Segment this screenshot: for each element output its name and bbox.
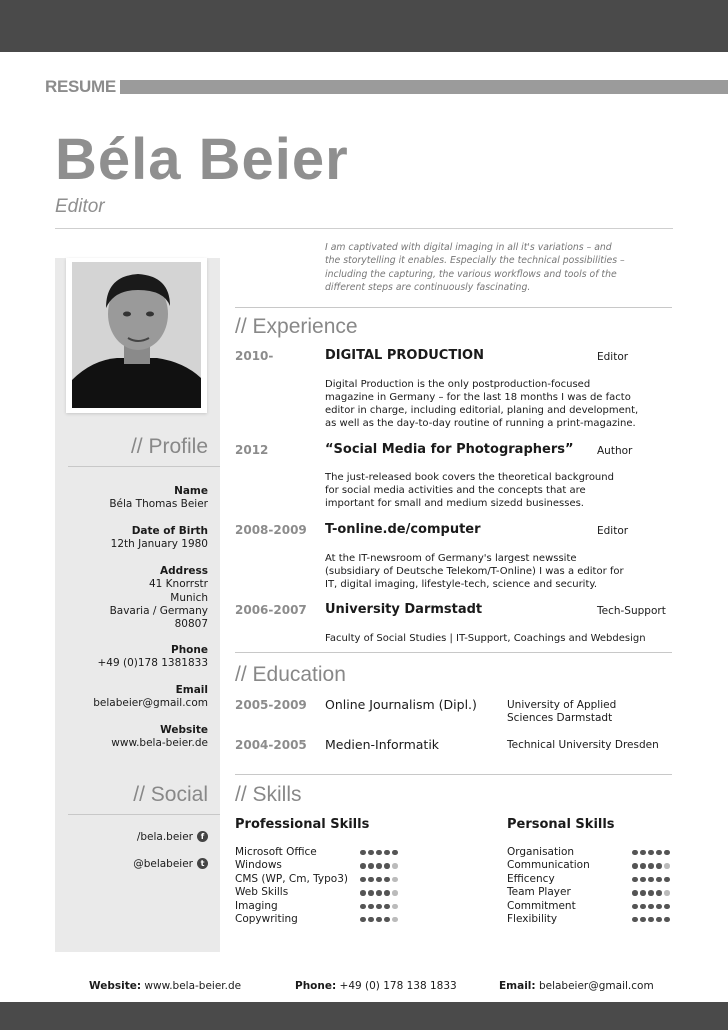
footer-phone-label: Phone: (295, 980, 337, 992)
rating-dot (664, 917, 670, 923)
skill-name: Imaging (235, 899, 278, 912)
skill-rating (632, 913, 670, 926)
rating-dot (368, 850, 374, 856)
edu-school-line: Technical University Dresden (507, 739, 659, 751)
rating-dot (640, 863, 646, 869)
address-label: Address (160, 565, 208, 577)
rating-dot (368, 917, 374, 923)
rating-dot (384, 863, 390, 869)
rating-dot (632, 904, 638, 910)
facebook-handle[interactable]: /bela.beier (136, 831, 193, 843)
rating-dot (648, 890, 654, 896)
rating-dot (384, 890, 390, 896)
name-value: Béla Thomas Beier (109, 498, 208, 511)
rating-dot (656, 904, 662, 910)
dob-label: Date of Birth (131, 525, 208, 537)
exp-desc-line: Digital Production is the only postproduction-focused (325, 379, 591, 390)
profile-email (60, 684, 208, 711)
rating-dot (648, 917, 654, 923)
personal-skill-list (507, 846, 627, 926)
profile-name (60, 485, 208, 512)
skill-name: Commitment (507, 899, 576, 912)
top-bar (0, 0, 728, 52)
rating-dot (640, 850, 646, 856)
skill-name: Microsoft Office (235, 846, 317, 858)
rating-dot (656, 863, 662, 869)
rating-dot (376, 904, 382, 910)
email-value[interactable]: belabeier@gmail.com (93, 697, 208, 710)
footer-email (499, 980, 654, 992)
rating-dot (376, 890, 382, 896)
skill-name: CMS (WP, Cm, Typo3) (235, 872, 348, 885)
address-line4: 80807 (174, 618, 208, 631)
exp-year: 2008-2009 (235, 523, 307, 537)
rating-dot (360, 877, 366, 883)
rating-dot (656, 850, 662, 856)
rating-dot (384, 917, 390, 923)
skill-name: Copywriting (235, 913, 298, 926)
rating-dot (360, 917, 366, 923)
skill-rating (632, 886, 670, 899)
resume-bar (45, 80, 728, 94)
skill-rating (632, 846, 670, 859)
skill-name: Team Player (507, 886, 571, 899)
exp-year: 2006-2007 (235, 603, 307, 617)
profile-dob (60, 525, 208, 552)
skill-rating (632, 873, 670, 886)
exp-desc (325, 632, 665, 645)
skill-rating (360, 900, 398, 913)
profile-divider (68, 466, 220, 467)
rating-dot (656, 890, 662, 896)
profile-heading: // Profile (130, 435, 208, 458)
rating-dot (392, 850, 398, 856)
rating-dot (392, 890, 398, 896)
edu-year: 2004-2005 (235, 738, 307, 752)
edu-school (507, 699, 616, 725)
skill-rating (360, 913, 398, 926)
name-label: Name (174, 485, 208, 497)
facebook-icon[interactable]: f (197, 831, 208, 842)
person-name: Béla Beier (55, 127, 349, 192)
address-line2: Munich (170, 591, 208, 604)
social-heading: // Social (133, 783, 208, 806)
footer-website-label: Website: (89, 980, 142, 992)
exp-desc-line: (subsidiary of Deutsche Telekom/T-Online) I was a editor for (325, 566, 624, 577)
rating-dot (664, 904, 670, 910)
email-label: Email (175, 684, 208, 696)
skill-name: Flexibility (507, 913, 558, 926)
rating-dot (360, 850, 366, 856)
footer-phone (295, 980, 457, 992)
exp-desc (325, 552, 645, 591)
rating-dot (392, 917, 398, 923)
rating-dot (368, 877, 374, 883)
profile-address (60, 565, 208, 631)
exp-title: T-online.de/computer (325, 522, 481, 537)
exp-role: Tech-Support (597, 605, 666, 617)
rating-dot (648, 877, 654, 883)
profile-website (60, 724, 208, 751)
exp-title: University Darmstadt (325, 602, 483, 617)
rating-dot (360, 904, 366, 910)
edu-year: 2005-2009 (235, 698, 307, 712)
skill-rating (632, 859, 670, 872)
rating-dot (648, 904, 654, 910)
exp-role: Author (597, 445, 633, 457)
skill-rating (360, 886, 398, 899)
exp-role: Editor (597, 525, 629, 537)
rating-dot (376, 863, 382, 869)
profile-photo (72, 262, 201, 408)
edu-school-line: University of Applied (507, 699, 617, 711)
twitter-icon[interactable]: t (197, 858, 208, 869)
skill-rating (360, 873, 398, 886)
rating-dot (632, 863, 638, 869)
skill-rating (360, 859, 398, 872)
exp-desc-line: magazine in Germany – for the last 18 months I was de facto (325, 392, 631, 403)
rating-dot (648, 850, 654, 856)
social-divider (68, 814, 220, 815)
skill-name: Web Skills (235, 886, 289, 899)
bottom-bar (0, 1002, 728, 1030)
rating-dot (392, 863, 398, 869)
rating-dot (640, 890, 646, 896)
website-label: Website (160, 724, 208, 736)
rating-dot (664, 863, 670, 869)
personal-skill-ratings (632, 846, 670, 926)
rating-dot (640, 917, 646, 923)
rating-dot (392, 877, 398, 883)
exp-desc-line: editor in charge, including editorial, planing and development, (325, 405, 639, 416)
rating-dot (664, 877, 670, 883)
exp-year: 2010- (235, 349, 274, 363)
skill-name: Organisation (507, 846, 575, 858)
rating-dot (664, 890, 670, 896)
dob-value: 12th January 1980 (110, 538, 208, 551)
rating-dot (360, 890, 366, 896)
skill-name: Efficency (507, 872, 555, 885)
edu-title: Medien-Informatik (325, 737, 440, 752)
exp-year: 2012 (235, 443, 269, 457)
exp-desc (325, 471, 645, 510)
rating-dot (664, 850, 670, 856)
rating-dot (384, 877, 390, 883)
skill-name: Windows (235, 859, 282, 872)
footer-phone-value: +49 (0) 178 138 1833 (339, 980, 457, 992)
rating-dot (376, 850, 382, 856)
header-divider (55, 228, 673, 229)
rating-dot (368, 863, 374, 869)
edu-title: Online Journalism (Dipl.) (325, 697, 477, 712)
skills-heading: // Skills (235, 783, 302, 806)
rating-dot (384, 850, 390, 856)
rating-dot (384, 904, 390, 910)
intro-text: I am captivated with digital imaging in all it's variations – and the storytelling it enables. Especially the technical possibilities – including the capturing, the various workflows and tools of the different steps are continuously fascinating. (325, 242, 625, 293)
edu-school (507, 739, 659, 752)
exp-desc (325, 378, 645, 430)
footer-email-value[interactable]: belabeier@gmail.com (538, 980, 654, 992)
exp-role: Editor (597, 351, 629, 363)
resume-label: RESUME (45, 77, 120, 97)
professional-skills-heading: Professional Skills (235, 817, 370, 832)
education-heading: // Education (235, 663, 346, 686)
skill-rating (632, 900, 670, 913)
rating-dot (632, 850, 638, 856)
personal-skills-heading: Personal Skills (507, 817, 615, 832)
exp-desc-line: At the IT-newsroom of Germany's largest newssite (325, 553, 577, 564)
experience-heading: // Experience (235, 315, 358, 338)
skill-rating (360, 846, 398, 859)
footer-website (89, 980, 241, 992)
rating-dot (376, 877, 382, 883)
rating-dot (632, 917, 638, 923)
exp-desc-line: The just-released book covers the theoretical background (325, 472, 614, 483)
rating-dot (376, 917, 382, 923)
website-value[interactable]: www.bela-beier.de (111, 737, 208, 750)
exp-desc-line: as well as the day-to-day routine of running a print-magazine. (325, 418, 636, 429)
phone-value: +49 (0)178 1381833 (97, 657, 208, 670)
rating-dot (368, 890, 374, 896)
edu-school-line: Sciences Darmstadt (507, 712, 613, 724)
exp-title: “Social Media for Photographers” (325, 442, 574, 457)
rating-dot (640, 904, 646, 910)
skill-name: Communication (507, 859, 590, 872)
rating-dot (632, 877, 638, 883)
exp-desc-line: Faculty of Social Studies | IT-Support, Coachings and Webdesign (325, 633, 646, 644)
rating-dot (648, 863, 654, 869)
footer-email-label: Email: (499, 980, 536, 992)
education-divider (235, 774, 672, 775)
phone-label: Phone (171, 644, 208, 656)
profile-phone (60, 644, 208, 671)
exp-desc-line: important for small and medium sizedd businesses. (325, 498, 584, 509)
rating-dot (656, 917, 662, 923)
rating-dot (368, 904, 374, 910)
twitter-handle[interactable]: @belabeier (133, 858, 193, 870)
rating-dot (640, 877, 646, 883)
address-line3: Bavaria / Germany (109, 604, 208, 617)
rating-dot (632, 890, 638, 896)
address-line1: 41 Knorrstr (148, 578, 208, 591)
exp-title: DIGITAL PRODUCTION (325, 348, 484, 363)
footer-website-value[interactable]: www.bela-beier.de (144, 980, 242, 992)
exp-desc-line: IT, digital imaging, lifestyle-tech, science and security. (325, 579, 598, 590)
person-role: Editor (55, 196, 105, 217)
professional-skill-ratings (360, 846, 398, 926)
exp-desc-line: for social media activities and the concepts that are (325, 485, 586, 496)
professional-skill-list (235, 846, 355, 926)
intro-divider (235, 307, 672, 308)
rating-dot (656, 877, 662, 883)
rating-dot (360, 863, 366, 869)
rating-dot (392, 904, 398, 910)
experience-divider (235, 652, 672, 653)
